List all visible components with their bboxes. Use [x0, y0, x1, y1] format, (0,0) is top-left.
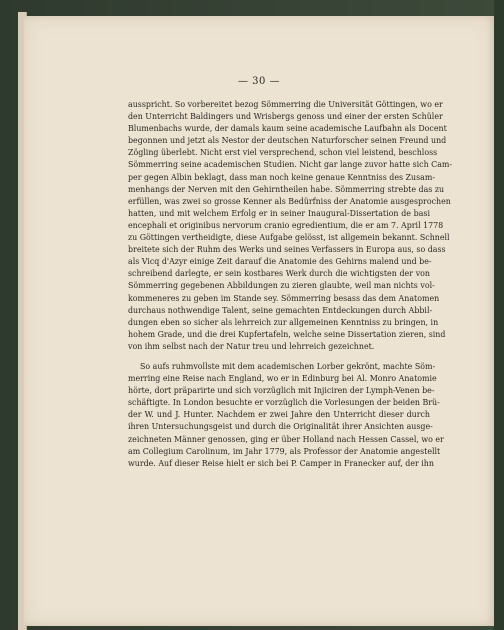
text-line: So aufs ruhmvollste mit dem academischen Lorber gekrönt, machte Söm- — [140, 361, 436, 371]
text-line: per gegen Albin beklagt, dass man noch keine genaue Kenntniss des Zusam- — [128, 172, 436, 182]
text-line: merring eine Reise nach England, wo er in Edinburg bei Al. Monro Anatomie — [128, 374, 437, 384]
text-line: ihren Untersuchungsgeist und durch die Originalität ihrer Ansichten ausge- — [128, 422, 433, 432]
text-line: breitete sich der Ruhm des Werks und seines Verfassers in Europa aus, so dass — [128, 245, 446, 255]
book-page — [24, 16, 494, 626]
text-line: zeichneten Männer genossen, ging er über Holland nach Hessen Cassel, wo er — [128, 434, 444, 444]
text-line: durchaus nothwendige Talent, seine gemachten Entdeckungen durch Abbil- — [128, 305, 433, 315]
text-line: Blumenbachs wurde, der damals kaum seine academische Laufbahn als Docent — [128, 124, 447, 134]
body-text — [128, 99, 453, 470]
text-line: als Vicq d'Azyr einige Zeit darauf die Anatomie des Gehirns malend und be- — [128, 257, 432, 267]
text-line: ausspricht. So vorbereitet bezog Sömmerring die Universität Göttingen, wo er — [128, 100, 443, 109]
text-line: begonnen und jetzt als Nestor der deutschen Naturforscher seinen Freund und — [128, 136, 447, 146]
text-line: hörte, dort präparirte und sich vorzüglich mit Injiciren der Lymph-Venen be- — [128, 386, 435, 396]
text-line: Zögling überlebt. Nicht erst viel versprechend, schon viel leistend, beschloss — [128, 148, 438, 158]
text-line: hohem Grade, und die drei Kupfertafeln, welche seine Dissertation zieren, sind — [128, 329, 446, 339]
text-line: am Collegium Carolinum, im Jahr 1779, als Professor der Anatomie angestellt — [128, 446, 441, 456]
text-line: encephali et originibus nervorum cranio egredientium, die er am 7. April 1778 — [128, 220, 444, 230]
text-line: menhangs der Nerven mit den Gehirntheilen habe. Sömmerring strebte das zu — [128, 184, 445, 194]
text-line: kommeneres zu geben im Stande sey. Sömmerring besass das dem Anatomen — [128, 293, 440, 303]
text-line: hatten, und mit welchem Erfolg er in seiner Inaugural-Dissertation de basi — [128, 208, 430, 218]
book-binding — [494, 0, 504, 630]
text-line: wurde. Auf dieser Reise hielt er sich bei P. Camper in Franecker auf, der ihn — [128, 458, 434, 468]
text-line: zu Göttingen vertheidigte, diese Aufgabe gelösst, ist allgemein bekannt. Schnell — [128, 233, 450, 243]
text-line: den Unterricht Baldingers und Wrisbergs genoss und einer der ersten Schüler — [128, 112, 443, 122]
text-line: Sömmerring seine academischen Studien. Nicht gar lange zuvor hatte sich Cam- — [128, 160, 453, 170]
text-line: schäftigte. In London besuchte er vorzüglich die Vorlesungen der beiden Brü- — [128, 398, 440, 408]
text-line: Sömmerring gegebenen Abbildungen zu zieren glaubte, weil man nichts vol- — [128, 281, 435, 291]
text-line: dungen eben so sicher als lehrreich zur allgemeinen Kenntniss zu bringen, in — [128, 317, 439, 327]
page-number: — 30 — — [237, 76, 281, 87]
paragraph-spacer — [128, 353, 430, 361]
text-line: von ihm selbst nach der Natur treu und lehrreich gezeichnet. — [128, 341, 375, 351]
text-line: erfüllen, was zwei so grosse Kenner als Bedürfniss der Anatomie ausgesprochen — [128, 196, 451, 206]
text-line: schreibend darlegte, er sein kostbares Werk durch die wichtigsten der von — [128, 269, 430, 279]
text-line: der W. und J. Hunter. Nachdem er zwei Jahre den Unterricht dieser durch — [128, 410, 430, 420]
